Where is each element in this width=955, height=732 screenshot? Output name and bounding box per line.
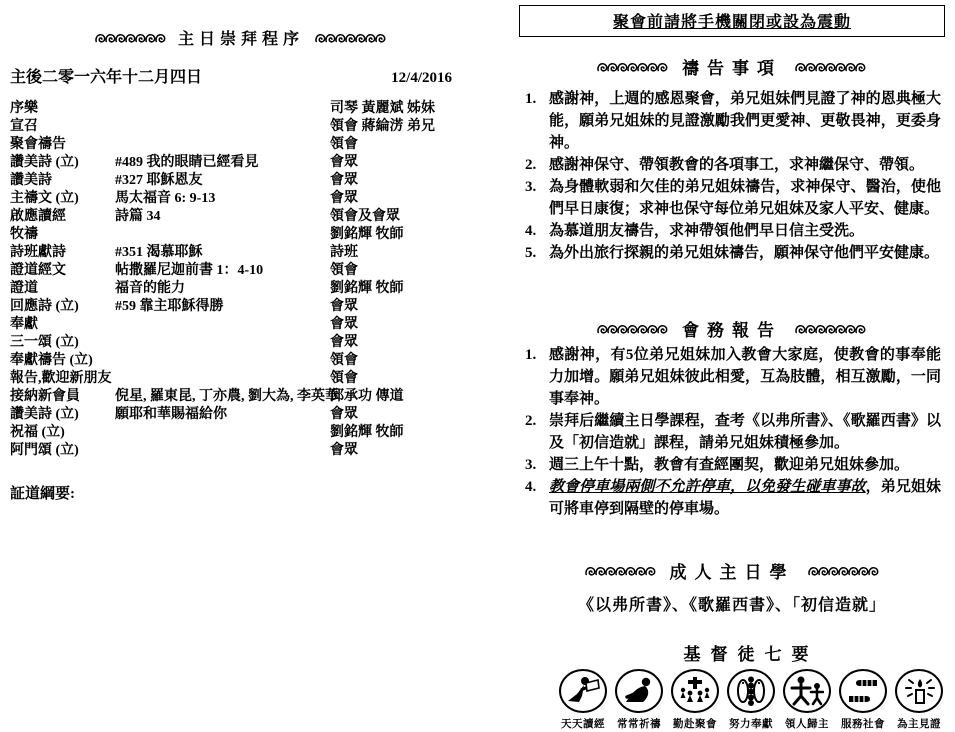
program-detail (115, 316, 330, 334)
prayer-item-text: 感謝神，上週的感恩聚會，弟兄姐妹們見證了神的恩典極大能，願弟兄姐妹的見證激勵我們更愛神、更敬畏神，更委身神。 (549, 91, 941, 151)
program-row (10, 244, 472, 262)
program-person: 劉銘輝 牧師 (330, 281, 404, 296)
program-person: 劉銘輝 牧師 (330, 227, 404, 242)
daily-bible-reading-icon (559, 669, 607, 713)
report-item (549, 344, 941, 410)
phone-notice-box (519, 5, 945, 37)
program-detail (115, 370, 330, 388)
program-row (10, 118, 472, 136)
program-person: 會眾 (330, 299, 358, 314)
report-item-text: ，弟兄姐妹可將車停到隔壁的停車場。 (549, 479, 941, 517)
attend-meetings-icon (671, 669, 719, 713)
seven-essential-label: 為主見證 (897, 719, 941, 730)
program-detail (115, 226, 330, 244)
program-person: 會眾 (330, 335, 358, 350)
program-item: 聚會禱告 (10, 137, 66, 152)
program-row (10, 370, 472, 388)
prayer-item (549, 242, 941, 264)
program-row (10, 280, 472, 298)
seven-essential (837, 669, 890, 731)
program-row (10, 388, 472, 406)
program-row (10, 154, 472, 172)
report-item-text: 感謝神，有5位弟兄姐妹加入教會大家庭，使教會的事奉能力加增。願弟兄姐妹彼此相愛，互為肢體，相互激勵，一同事奉神。 (549, 347, 941, 407)
program-row (10, 136, 472, 154)
report-item-emphasis: 教會停車場兩側不允許停車，以免發生碰車事故 (549, 479, 866, 495)
date-chinese: 主後二零一六年十二月四日 (10, 69, 203, 86)
program-item: 主禱文 (立) (10, 191, 79, 206)
program-detail: 帖撒羅尼迦前書 1：4-10 (115, 263, 264, 278)
program-item: 證道 (10, 281, 38, 296)
program-detail (115, 352, 330, 370)
seven-essential (557, 669, 610, 731)
ornament (586, 566, 656, 576)
program-row (10, 424, 472, 442)
program-detail: #327 耶穌恩友 (115, 173, 203, 188)
report-section-header (519, 316, 945, 341)
prayer-item (549, 88, 941, 154)
seven-essentials-title: 基督徒七要 (683, 645, 819, 664)
program-detail (115, 334, 330, 352)
program-person: 邱承功 傳道 (330, 389, 404, 404)
program-item: 宣召 (10, 119, 38, 134)
ornament (796, 324, 866, 334)
program-row (10, 316, 472, 334)
program-row (10, 406, 472, 424)
program-row (10, 172, 472, 190)
seven-essential (725, 669, 778, 731)
seven-essential-label: 常常祈禱 (617, 719, 661, 730)
seven-essential-label: 勤赴聚會 (673, 719, 717, 730)
strive-offering-icon (727, 669, 775, 713)
date-row (10, 64, 472, 87)
program-person: 領會 (330, 263, 358, 278)
worship-order-column (10, 0, 472, 732)
page-title: 主日崇拜程序 (177, 31, 304, 48)
ornament (796, 62, 866, 72)
date-numeric: 12/4/2016 (391, 70, 452, 86)
prayer-item-text: 感謝神保守、帶領教會的各項事工，求神繼保守、帶領。 (549, 157, 925, 173)
program-person: 會眾 (330, 191, 358, 206)
program-item: 啟應讀經 (10, 209, 66, 224)
program-item: 奉獻 (10, 317, 38, 332)
program-table (10, 100, 472, 460)
program-detail (115, 424, 330, 442)
prayer-items (519, 88, 943, 264)
seven-essential-label: 努力奉獻 (729, 719, 773, 730)
seven-essential (613, 669, 666, 731)
prayer-item (549, 176, 941, 220)
program-row (10, 352, 472, 370)
program-person: 劉銘輝 牧師 (330, 425, 404, 440)
program-row (10, 208, 472, 226)
prayer-item-text: 為外出旅行探親的弟兄姐妹禱告，願神保守他們平安健康。 (549, 245, 940, 261)
report-item-text: 崇拜后繼續主日學課程，查考《以弗所書》、《歌羅西書》以及「初信造就」課程，請弟兄姐妹積極參加。 (549, 413, 941, 451)
phone-notice-text: 聚會前請將手機關閉或設為震動 (612, 14, 851, 31)
program-detail (115, 442, 330, 460)
program-item: 牧禱 (10, 227, 38, 242)
prayer-item (549, 220, 941, 242)
ornament (96, 33, 166, 43)
program-person: 會眾 (330, 173, 358, 188)
program-row (10, 334, 472, 352)
seven-essentials-icons (557, 669, 946, 731)
program-item: 接納新會員 (10, 389, 80, 404)
program-detail: #351 渴慕耶穌 (115, 245, 203, 260)
seven-essential (893, 669, 946, 731)
lead-to-christ-icon (783, 669, 831, 713)
program-item: 回應詩 (立) (10, 299, 79, 314)
sermon-outline-label: 証道綱要: (10, 486, 75, 502)
serve-society-icon (839, 669, 887, 713)
program-person: 會眾 (330, 443, 358, 458)
program-item: 阿門頌 (立) (10, 443, 79, 458)
seven-essential-label: 領人歸主 (785, 719, 829, 730)
program-item: 讚美詩 (立) (10, 407, 79, 422)
report-item-text: 週三上午十點，教會有查經團契，歡迎弟兄姐妹參加。 (549, 457, 910, 473)
program-item: 讚美詩 (10, 173, 52, 188)
program-detail (115, 118, 330, 136)
program-person: 會眾 (330, 317, 358, 332)
program-person: 會眾 (330, 155, 358, 170)
sunday-school-content: 《以弗所書》、《歌羅西書》、「初信造就」 (577, 597, 886, 614)
sunday-school-title: 成人主日學 (669, 563, 795, 582)
program-item: 序樂 (10, 101, 38, 116)
program-row (10, 442, 472, 460)
program-person: 會眾 (330, 407, 358, 422)
seven-essential-label: 服務社會 (841, 719, 885, 730)
worship-order-header (10, 26, 472, 49)
program-person: 領會及會眾 (330, 209, 400, 224)
report-items (519, 344, 943, 520)
program-detail (115, 136, 330, 154)
program-row (10, 298, 472, 316)
sunday-school-header (519, 558, 945, 583)
prayer-item (549, 154, 941, 176)
prayer-section-title: 禱告事項 (682, 59, 782, 78)
program-row (10, 100, 472, 118)
ornament (809, 566, 879, 576)
program-detail: 願耶和華賜福給你 (115, 407, 227, 422)
program-detail: #59 靠主耶穌得勝 (115, 299, 224, 314)
program-detail: 福音的能力 (115, 281, 185, 296)
ornament (598, 62, 668, 72)
program-item: 詩班獻詩 (10, 245, 66, 260)
program-person: 領會 (330, 137, 358, 152)
program-person: 詩班 (330, 245, 358, 260)
prayer-item-text: 為慕道朋友禱告，求神帶領他們早日信主受洗。 (549, 223, 865, 239)
report-item (549, 410, 941, 454)
seven-essential-label: 天天讀經 (561, 719, 605, 730)
program-row (10, 190, 472, 208)
program-row (10, 262, 472, 280)
witness-for-lord-icon (895, 669, 943, 713)
program-person: 領會 (330, 371, 358, 386)
ornament (598, 324, 668, 334)
program-detail (115, 100, 330, 118)
always-pray-icon (615, 669, 663, 713)
ornament (316, 33, 386, 43)
program-detail: 倪星, 羅東昆, 丁亦農, 劉大為, 李英華 (115, 389, 339, 404)
seven-essentials-section (555, 640, 947, 731)
program-person: 領會 蔣綸淓 弟兄 (330, 119, 435, 134)
report-section-title: 會務報告 (682, 321, 782, 340)
report-item (549, 454, 941, 476)
announcements-column (519, 0, 945, 732)
program-item: 證道經文 (10, 263, 66, 278)
seven-essential (669, 669, 722, 731)
program-item: 三一頌 (立) (10, 335, 79, 350)
program-row (10, 226, 472, 244)
program-item: 報告,歡迎新朋友 (10, 371, 112, 386)
prayer-item-text: 為身體軟弱和欠佳的弟兄姐妹禱告，求神保守、醫治，使他們早日康復；求神也保守每位弟兄姐妹及家人平安、健康。 (549, 179, 941, 217)
program-item: 讚美詩 (立) (10, 155, 79, 170)
program-item: 奉獻禱告 (立) (10, 353, 93, 368)
program-detail: #489 我的眼睛已經看見 (115, 155, 259, 170)
seven-essential (781, 669, 834, 731)
program-detail: 馬太福音 6: 9-13 (115, 191, 216, 206)
program-person: 司琴 黃麗斌 姊妹 (330, 101, 435, 116)
report-item (549, 476, 941, 520)
program-person: 領會 (330, 353, 358, 368)
program-detail: 詩篇 34 (115, 209, 161, 224)
program-item: 祝福 (立) (10, 425, 65, 440)
prayer-section-header (519, 54, 945, 79)
